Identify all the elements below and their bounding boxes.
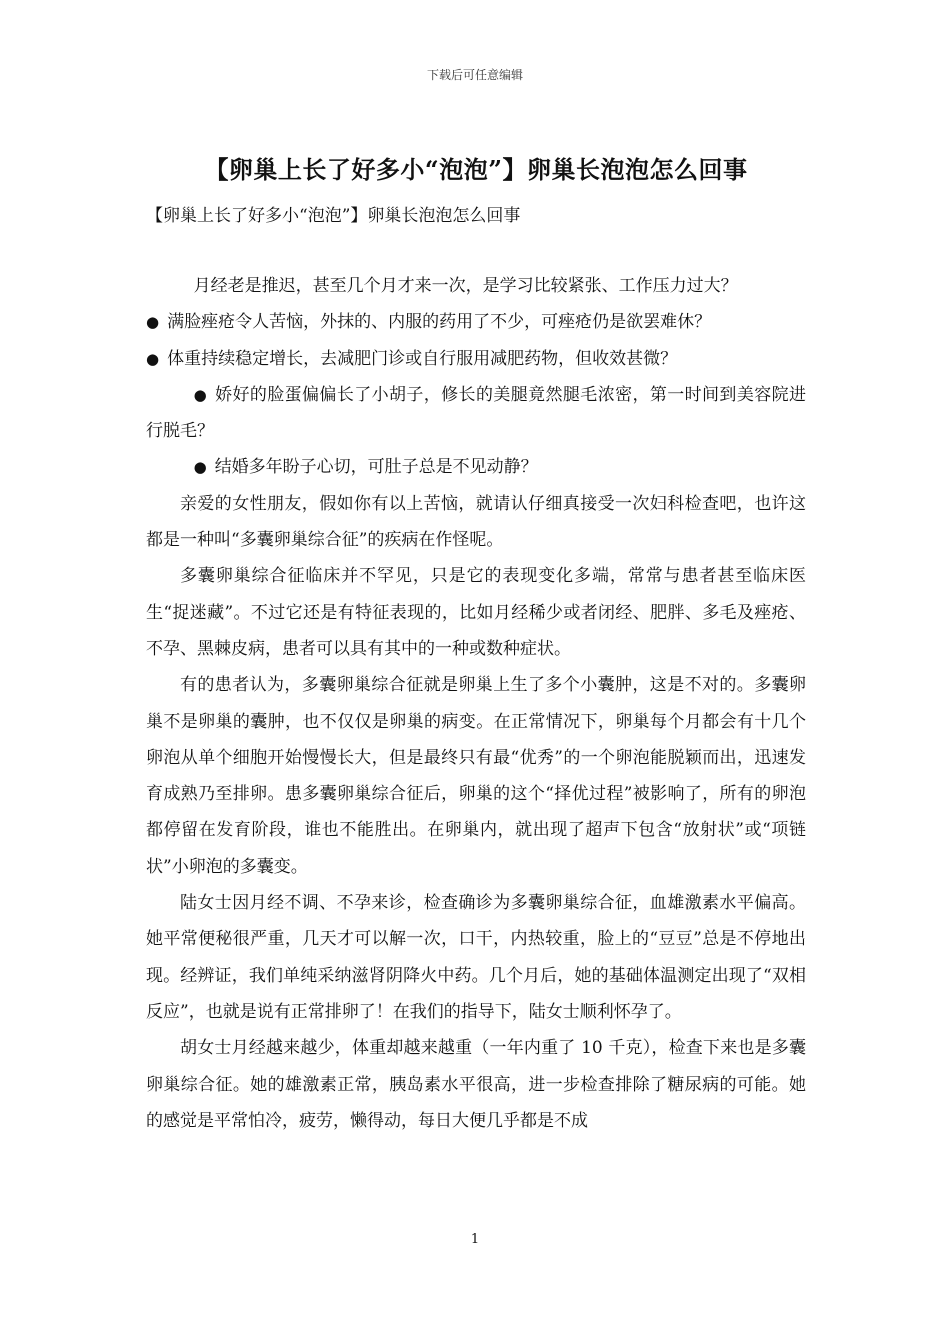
paragraph: 多囊卵巢综合征临床并不罕见，只是它的表现变化多端，常常与患者甚至临床医生“捉迷藏”。不过它还是有特征表现的，比如月经稀少或者闭经、肥胖、多毛及痤疮、不孕、黑棘皮病，患者可以具有其中的一种或数种症状。 bbox=[146, 566, 806, 659]
page-header: 下载后可任意编辑 bbox=[426, 68, 523, 82]
bullet-icon: ● bbox=[193, 385, 208, 404]
bullet-item: ● 娇好的脸蛋偏偏长了小胡子，修长的美腿竟然腿毛浓密，第一时间到美容院进行脱毛？ bbox=[146, 384, 806, 442]
bullet-icon: ● bbox=[146, 349, 160, 368]
paragraph: 陆女士因月经不调、不孕来诊，检查确诊为多囊卵巢综合征，血雄激素水平偏高。她平常便秘很严重，几天才可以解一次，口干，内热较重，脸上的“豆豆”总是不停地出现。经辨证，我们单纯采纳滋肾阴降火中药。几个月后，她的基础体温测定出现了“双相反应”，也就是说有正常排卵了！在我们的指导下，陆女士顺利怀孕了。 bbox=[146, 893, 806, 1022]
paragraph: 胡女士月经越来越少，体重却越来越重（一年内重了 10 千克），检查下来也是多囊卵巢综合征。她的雄激素正常，胰岛素水平很高，进一步检查排除了糖尿病的可能。她的感觉是平常怕冷，疲劳，懒得动，每日大便几乎都是不成 bbox=[146, 1038, 806, 1131]
document-title: 【卵巢上长了好多小“泡泡”】卵巢长泡泡怎么回事 bbox=[204, 155, 748, 184]
paragraph-intro: 月经老是推迟，甚至几个月才来一次，是学习比较紧张、工作压力过大？ bbox=[193, 276, 738, 296]
bullet-item: ● 结婚多年盼子心切，可肚子总是不见动静？ bbox=[193, 457, 538, 478]
bullet-item: ● 满脸痤疮令人苦恼，外抹的、内服的药用了不少，可痤疮仍是欲罢难休？ bbox=[146, 312, 712, 333]
bullet-icon: ● bbox=[193, 458, 207, 477]
paragraph: 亲爱的女性朋友，假如你有以上苦恼，就请认仔细真接受一次妇科检查吧，也许这都是一种叫“多囊卵巢综合征”的疾病在作怪呢。 bbox=[146, 493, 806, 551]
paragraph: 有的患者认为，多囊卵巢综合征就是卵巢上生了多个小囊肿，这是不对的。多囊卵巢不是卵巢的囊肿，也不仅仅是卵巢的病变。在正常情况下，卵巢每个月都会有十几个卵泡从单个细胞开始慢慢长大，但是最终只有最“优秀”的一个卵泡能脱颖而出，迅速发育成熟乃至排卵。患多囊卵巢综合征后，卵巢的这个“择优过程”被影响了，所有的卵泡都停留在发育阶段，谁也不能胜出。在卵巢内，就出现了超声下包含“放射状”或“项链状”小卵泡的多囊变。 bbox=[146, 675, 806, 877]
bullet-icon: ● bbox=[146, 313, 160, 332]
document-body bbox=[146, 268, 806, 1139]
page-number: 1 bbox=[470, 1232, 480, 1247]
bullet-item: ● 体重持续稳定增长，去减肥门诊或自行服用减肥药物，但收效甚微？ bbox=[146, 348, 678, 369]
document-subtitle: 【卵巢上长了好多小“泡泡”】卵巢长泡泡怎么回事 bbox=[146, 206, 521, 226]
